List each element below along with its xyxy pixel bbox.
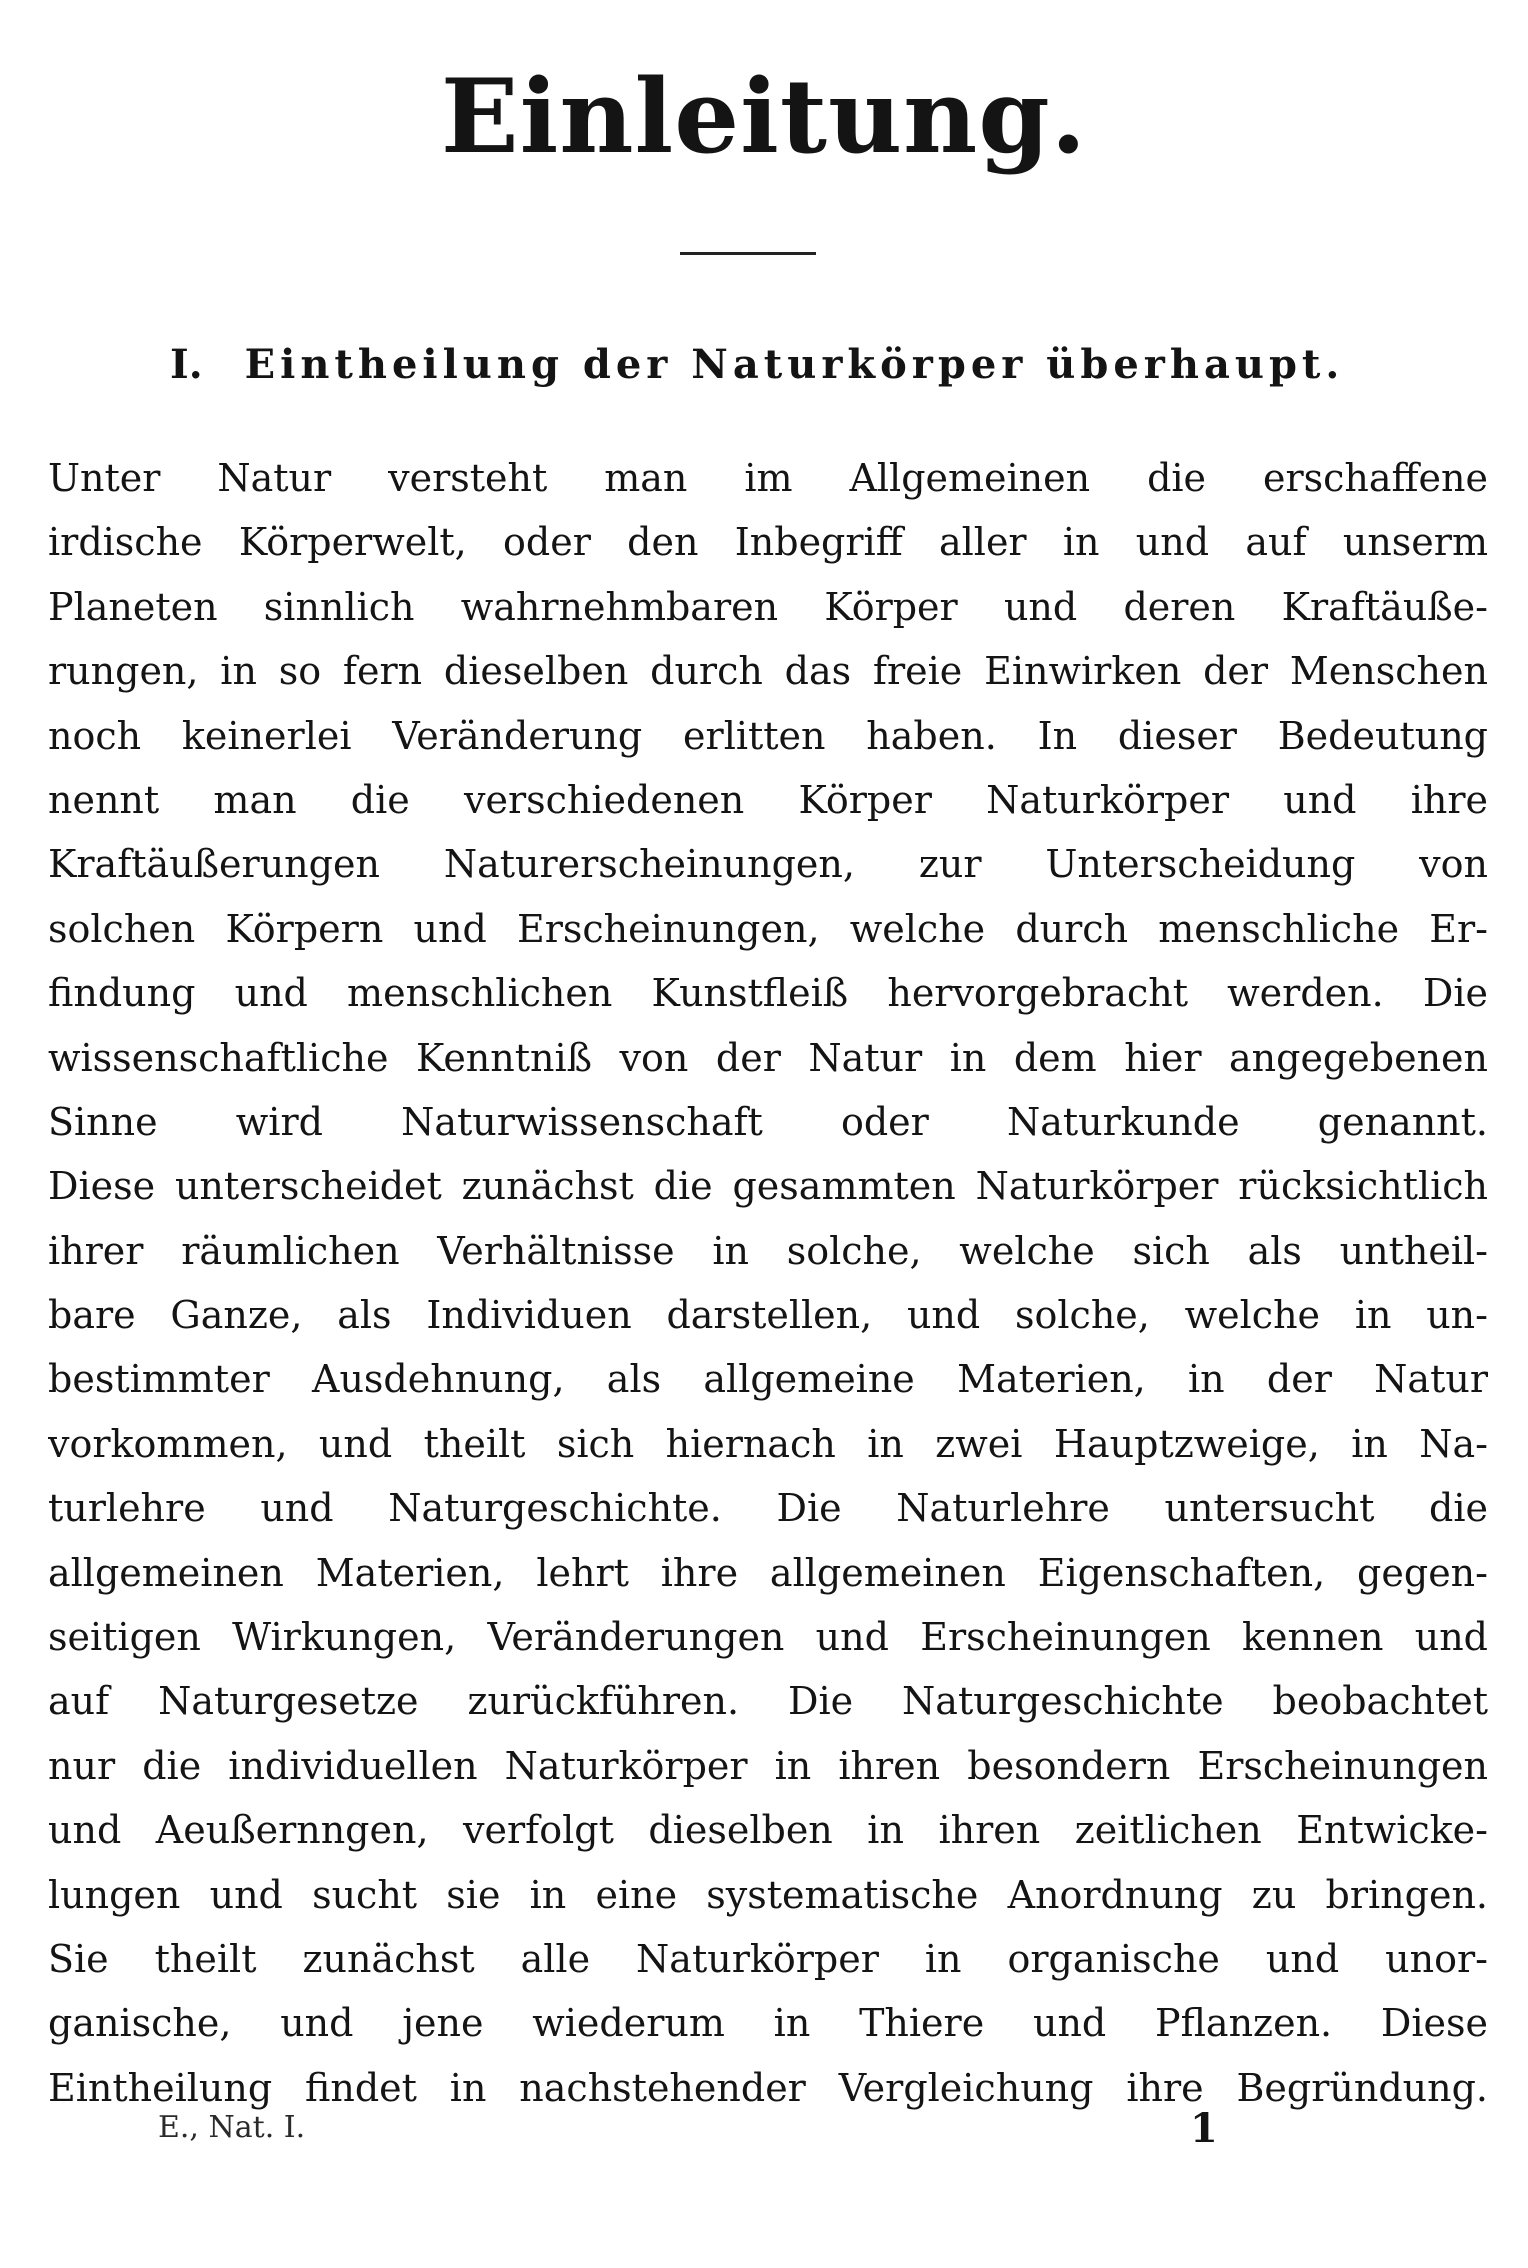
text-line: vorkommen, und theilt sich hiernach in zwei Hauptzweige, in Na-	[48, 1421, 1488, 1466]
text-line: Sie theilt zunächst alle Naturkörper in organische und unor-	[48, 1936, 1488, 1981]
text-line: Eintheilung findet in nachstehender Vergleichung ihre Begründung.	[48, 2065, 1488, 2110]
text-line: allgemeinen Materien, lehrt ihre allgemeinen Eigenschaften, gegen-	[48, 1550, 1488, 1595]
text-line: ihrer räumlichen Verhältnisse in solche, welche sich als untheil-	[48, 1228, 1488, 1273]
text-line: nennt man die verschiedenen Körper Naturkörper und ihre	[48, 777, 1488, 822]
text-line: turlehre und Naturgeschichte. Die Naturlehre untersucht die	[48, 1486, 1488, 1531]
text-line: solchen Körpern und Erscheinungen, welche durch menschliche Er-	[48, 906, 1488, 951]
text-line: Kraftäußerungen Naturerscheinungen, zur Unterscheidung von	[48, 842, 1488, 887]
text-line: Diese unterscheidet zunächst die gesammten Naturkörper rücksichtlich	[48, 1164, 1488, 1209]
text-line: wissenschaftliche Kenntniß von der Natur in dem hier angegebenen	[48, 1035, 1488, 1080]
text-line: ganische, und jene wiederum in Thiere und Pflanzen. Diese	[48, 2001, 1488, 2046]
text-line: und Aeußernngen, verfolgt dieselben in ihren zeitlichen Entwicke-	[48, 1808, 1488, 1853]
text-line: seitigen Wirkungen, Veränderungen und Erscheinungen kennen und	[48, 1615, 1488, 1660]
text-line: Unter Natur versteht man im Allgemeinen die erschaffene	[48, 456, 1488, 500]
page-number: 1	[1190, 2105, 1218, 2152]
text-line: irdische Körperwelt, oder den Inbegriff aller in und auf unserm	[48, 520, 1488, 565]
title-divider	[680, 252, 816, 255]
text-line: rungen, in so fern dieselben durch das freie Einwirken der Menschen	[48, 649, 1488, 694]
text-line: lungen und sucht sie in eine systematische Anordnung zu bringen.	[48, 1872, 1488, 1917]
text-line: auf Naturgesetze zurückführen. Die Naturgeschichte beobachtet	[48, 1679, 1488, 1724]
body-paragraph	[48, 446, 1488, 2120]
text-line: bare Ganze, als Individuen darstellen, und solche, welche in un-	[48, 1293, 1488, 1338]
text-line: noch keinerlei Veränderung erlitten haben. In dieser Bedeutung	[48, 713, 1488, 758]
section-number: I.	[170, 341, 203, 388]
text-line: bestimmter Ausdehnung, als allgemeine Materien, in der Natur	[48, 1357, 1488, 1402]
text-line: Sinne wird Naturwissenschaft oder Naturkunde genannt.	[48, 1099, 1488, 1144]
printer-signature: E., Nat. I.	[158, 2110, 306, 2145]
chapter-title: Einleitung.	[440, 57, 1088, 177]
text-line: findung und menschlichen Kunstfleiß hervorgebracht werden. Die	[48, 971, 1488, 1016]
section-title: Eintheilung der Naturkörper überhaupt.	[244, 341, 1345, 388]
section-heading	[170, 330, 1400, 400]
text-line: Planeten sinnlich wahrnehmbaren Körper und deren Kraftäuße-	[48, 584, 1488, 629]
text-line: nur die individuellen Naturkörper in ihren besondern Erscheinungen	[48, 1743, 1488, 1788]
